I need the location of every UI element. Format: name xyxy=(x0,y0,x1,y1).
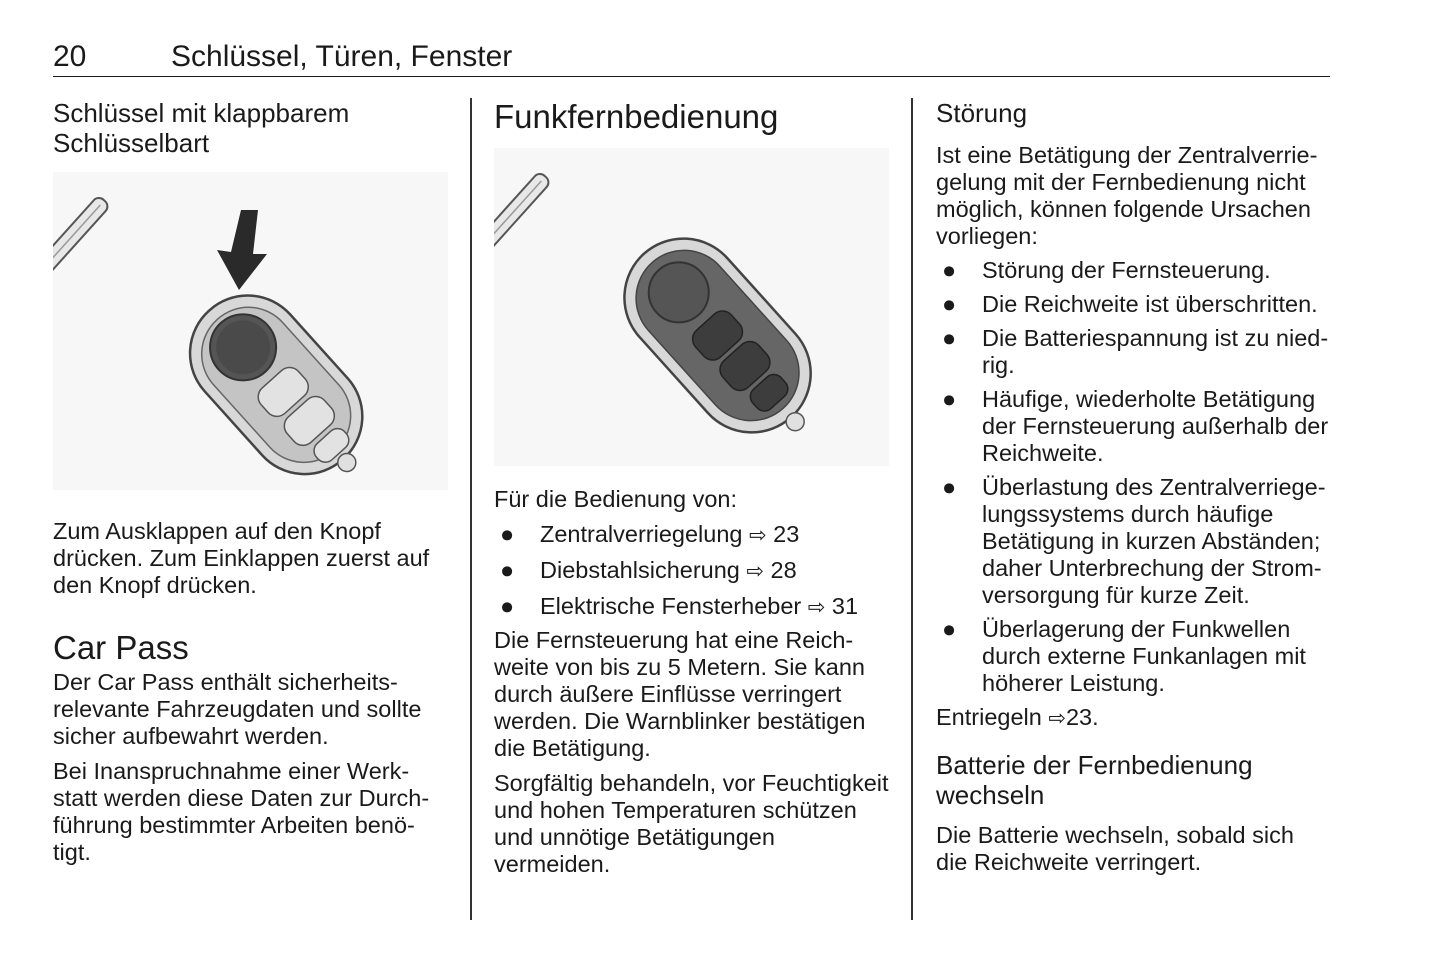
remote-control-illustration xyxy=(494,148,889,466)
list-item: ● Die Batteriespannung ist zu niedrig. xyxy=(942,325,1329,378)
column-divider xyxy=(911,98,913,920)
malfunction-intro: Ist eine Betätigung der Zentralverriegelung mit der Fernbedienung nicht möglich, können folgende Ursachen vorliegen: xyxy=(936,142,1318,249)
bullet-icon: ● xyxy=(942,386,957,412)
bullet-icon: ● xyxy=(942,291,957,317)
page-ref[interactable]: 23 xyxy=(773,521,800,547)
list-item: ● Diebstahlsicherung ⇨ 28 xyxy=(500,557,797,583)
bullet-icon: ● xyxy=(942,257,957,283)
car-pass-text-2: Bei Inanspruchnahme einer Werkstatt werden diese Daten zur Durchführung bestimmter Arbeiten benötigt. xyxy=(53,758,430,865)
key-fob-icon xyxy=(53,172,448,490)
bullet-icon: ● xyxy=(500,521,515,547)
list-item: ● Zentralverriegelung ⇨ 23 xyxy=(500,521,800,547)
list-item: ● Elektrische Fensterheber ⇨ 31 xyxy=(500,593,859,619)
car-pass-heading: Car Pass xyxy=(53,629,189,666)
folding-key-heading: Schlüssel mit klappbarem Schlüsselbart xyxy=(53,98,350,158)
remote-control-heading: Funkfernbedienung xyxy=(494,98,779,135)
unfold-instruction: Zum Ausklappen auf den Knopf drücken. Zum Einklappen zuerst auf den Knopf drücken. xyxy=(53,518,430,598)
bullet-icon: ● xyxy=(942,325,957,351)
bullet-icon: ● xyxy=(500,593,515,619)
car-pass-text-1: Der Car Pass enthält sicherheitsrelevante Fahrzeugdaten und sollte sicher aufbewahrt werden. xyxy=(53,669,422,749)
battery-text: Die Batterie wechseln, sobald sich die Reichweite verringert. xyxy=(936,822,1294,875)
column-divider xyxy=(470,98,472,920)
page-ref[interactable]: 28 xyxy=(770,557,797,583)
page-ref-icon: ⇨ xyxy=(807,596,826,619)
malfunction-heading: Störung xyxy=(936,98,1028,128)
column-left xyxy=(53,98,453,866)
column-middle xyxy=(494,98,894,878)
remote-fob-icon xyxy=(494,148,889,466)
page-number: 20 xyxy=(53,40,87,73)
operation-intro: Für die Bedienung von: xyxy=(494,486,737,512)
list-item: ● Häufige, wiederholte Betätigung der Fernsteuerung außerhalb der Reichweite. xyxy=(942,386,1329,466)
function-list xyxy=(494,521,894,621)
list-item: ● Überlagerung der Funkwellen durch externe Funkanlagen mit höherer Leistung. xyxy=(942,616,1306,696)
care-text: Sorgfältig behandeln, vor Feuchtigkeit und hohen Temperaturen schützen und unnötige Betätigungen vermeiden. xyxy=(494,770,889,877)
page-header xyxy=(53,40,1330,77)
section-title: Schlüssel, Türen, Fenster xyxy=(171,40,513,73)
folding-key-illustration xyxy=(53,172,448,490)
bullet-icon: ● xyxy=(942,616,957,642)
list-item: ● Die Reichweite ist überschritten. xyxy=(942,291,1318,317)
list-item: ● Überlastung des Zentralverriegelungssystems durch häufige Betätigung in kurzen Abständen; daher Unterbrechung der Stromversorgung für kurze Zeit. xyxy=(942,474,1326,608)
bullet-icon: ● xyxy=(942,474,957,500)
cause-list xyxy=(936,257,1331,697)
page-ref-icon: ⇨ xyxy=(746,560,765,583)
column-right xyxy=(936,98,1336,876)
page-ref-icon: ⇨ xyxy=(749,524,767,547)
range-text: Die Fernsteuerung hat eine Reichweite von bis zu 5 Metern. Sie kann durch äußere Einflüsse verringert werden. Die Warnblinker bestätigen die Betätigung. xyxy=(494,627,866,761)
page-ref[interactable]: 23 xyxy=(1065,704,1093,730)
bullet-icon: ● xyxy=(500,557,515,583)
battery-heading: Batterie der Fernbedienung wechseln xyxy=(936,750,1253,810)
page-ref-icon: ⇨ xyxy=(1048,707,1066,730)
list-item: ● Störung der Fernsteuerung. xyxy=(942,257,1271,283)
page-ref[interactable]: 31 xyxy=(831,593,859,619)
unlock-reference: Entriegeln ⇨23. xyxy=(936,704,1099,730)
